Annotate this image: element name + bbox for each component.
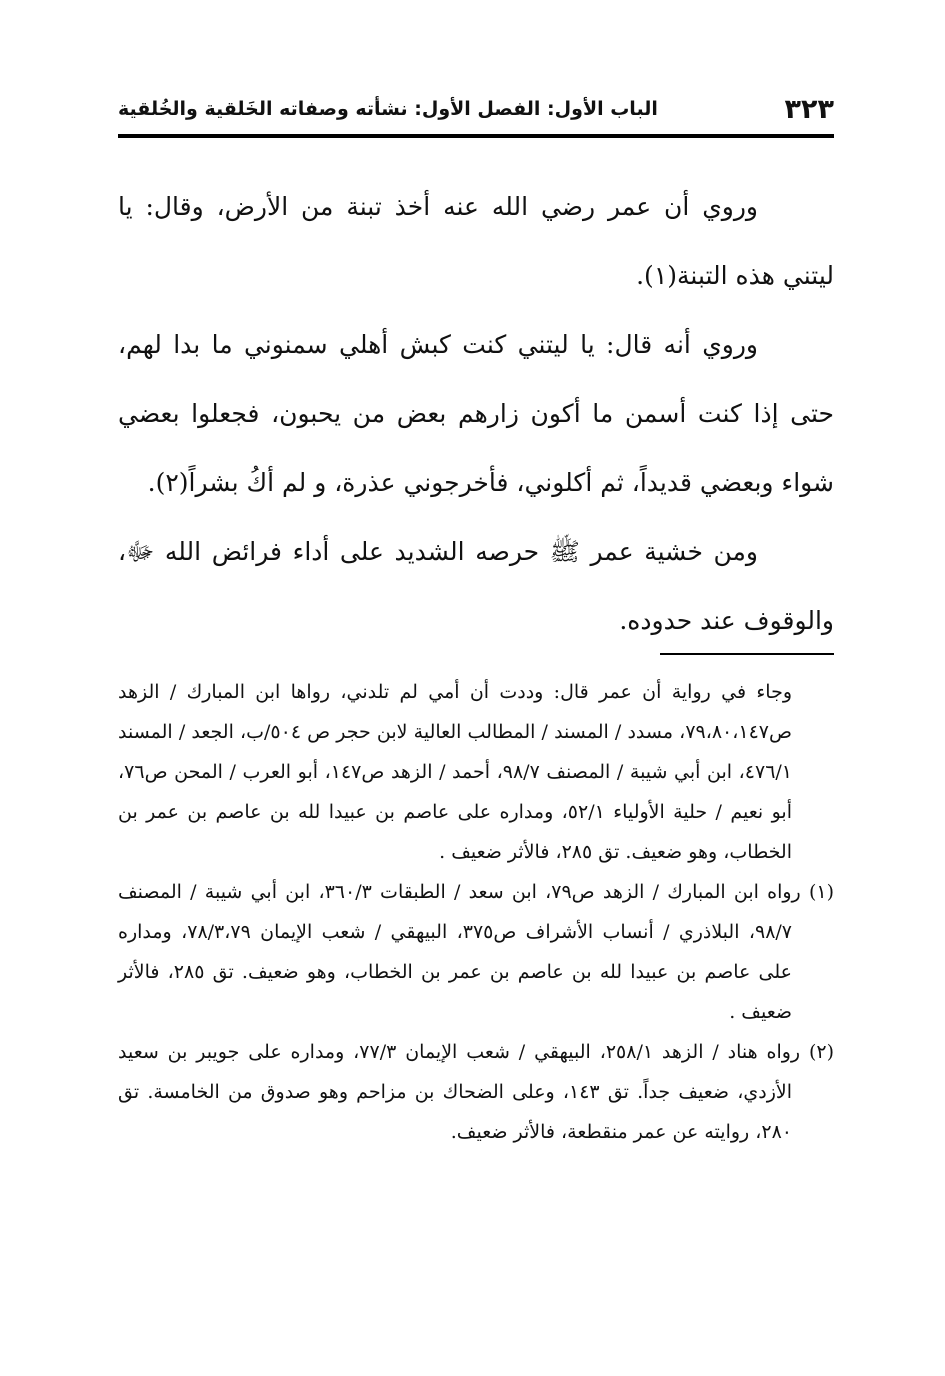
header-rule	[118, 134, 834, 138]
footnote-2: (٢) رواه هناد / الزهد ٢٥٨/١، البيهقي / شعب الإيمان ٧٧/٣، ومداره على جويبر بن سعيد الأزدي، ضعيف جداً. تق ١٤٣، وعلى الضحاك بن مزاحم وهو صدوق من الخامسة. تق ٢٨٠، روايته عن عمر منقطعة، فالأثر ضعيف.	[118, 1041, 834, 1143]
page-header	[118, 92, 834, 132]
page-number: ٣٢٣	[784, 94, 834, 125]
running-title: الباب الأول: الفصل الأول: نشأته وصفاته الخَلقية والخُلقية	[118, 98, 658, 120]
footnote-1: (١) رواه ابن المبارك / الزهد ص٧٩، ابن سعد / الطبقات ٣٦٠/٣، ابن أبي شيبة / المصنف ٩٨/٧، البلاذري / أنساب الأشراف ص٣٧٥، البيهقي / شعب الإيمان ٧٨/٣،٧٩، ومداره على عاصم بن عبيدا لله بن عاصم بن عمر بن الخطاب، وهو ضعيف. تق ٢٨٥، فالأثر ضعيف .	[118, 881, 835, 1023]
body-paragraph: وروي أنه قال: يا ليتني كنت كبش أهلي سمنوني ما بدا لهم، حتى إذا كنت أسمن ما أكون زارهم بعض من يحبون، فجعلوا بعضي شواء وبعضي قديداً، ثم أكلوني، فأخرجوني عذرة، و لم أكُ بشراً(٢).	[118, 330, 834, 497]
footnote-separator	[660, 653, 834, 655]
body-paragraph: ومن خشية عمر ﷺ حرصه الشديد على أداء فرائض الله ﷻ، والوقوف عند حدوده.	[118, 537, 834, 635]
footnotes	[118, 672, 834, 1152]
body-paragraph: وروي أن عمر رضي الله عنه أخذ تبنة من الأرض، وقال: يا ليتني هذه التبنة(١).	[118, 192, 834, 290]
main-text	[118, 172, 834, 655]
footnote-continuation: وجاء في رواية أن عمر قال: وددت أن أمي لم تلدني، رواها ابن المبارك / الزهد ص٧٩،٨٠،١٤٧، مسدد / المسند / المطالب العالية لابن حجر ص ٥٠٤/ب، الجعد / المسند ٤٧٦/١، ابن أبي شيبة / المصنف ٩٨/٧، أحمد / الزهد ص١٤٧، أبو العرب / المحن ص٧٦، أبو نعيم / حلية الأولياء ٥٢/١، ومداره على عاصم بن عبيدا لله بن عاصم بن عمر بن الخطاب، وهو ضعيف. تق ٢٨٥، فالأثر ضعيف .	[118, 681, 793, 863]
